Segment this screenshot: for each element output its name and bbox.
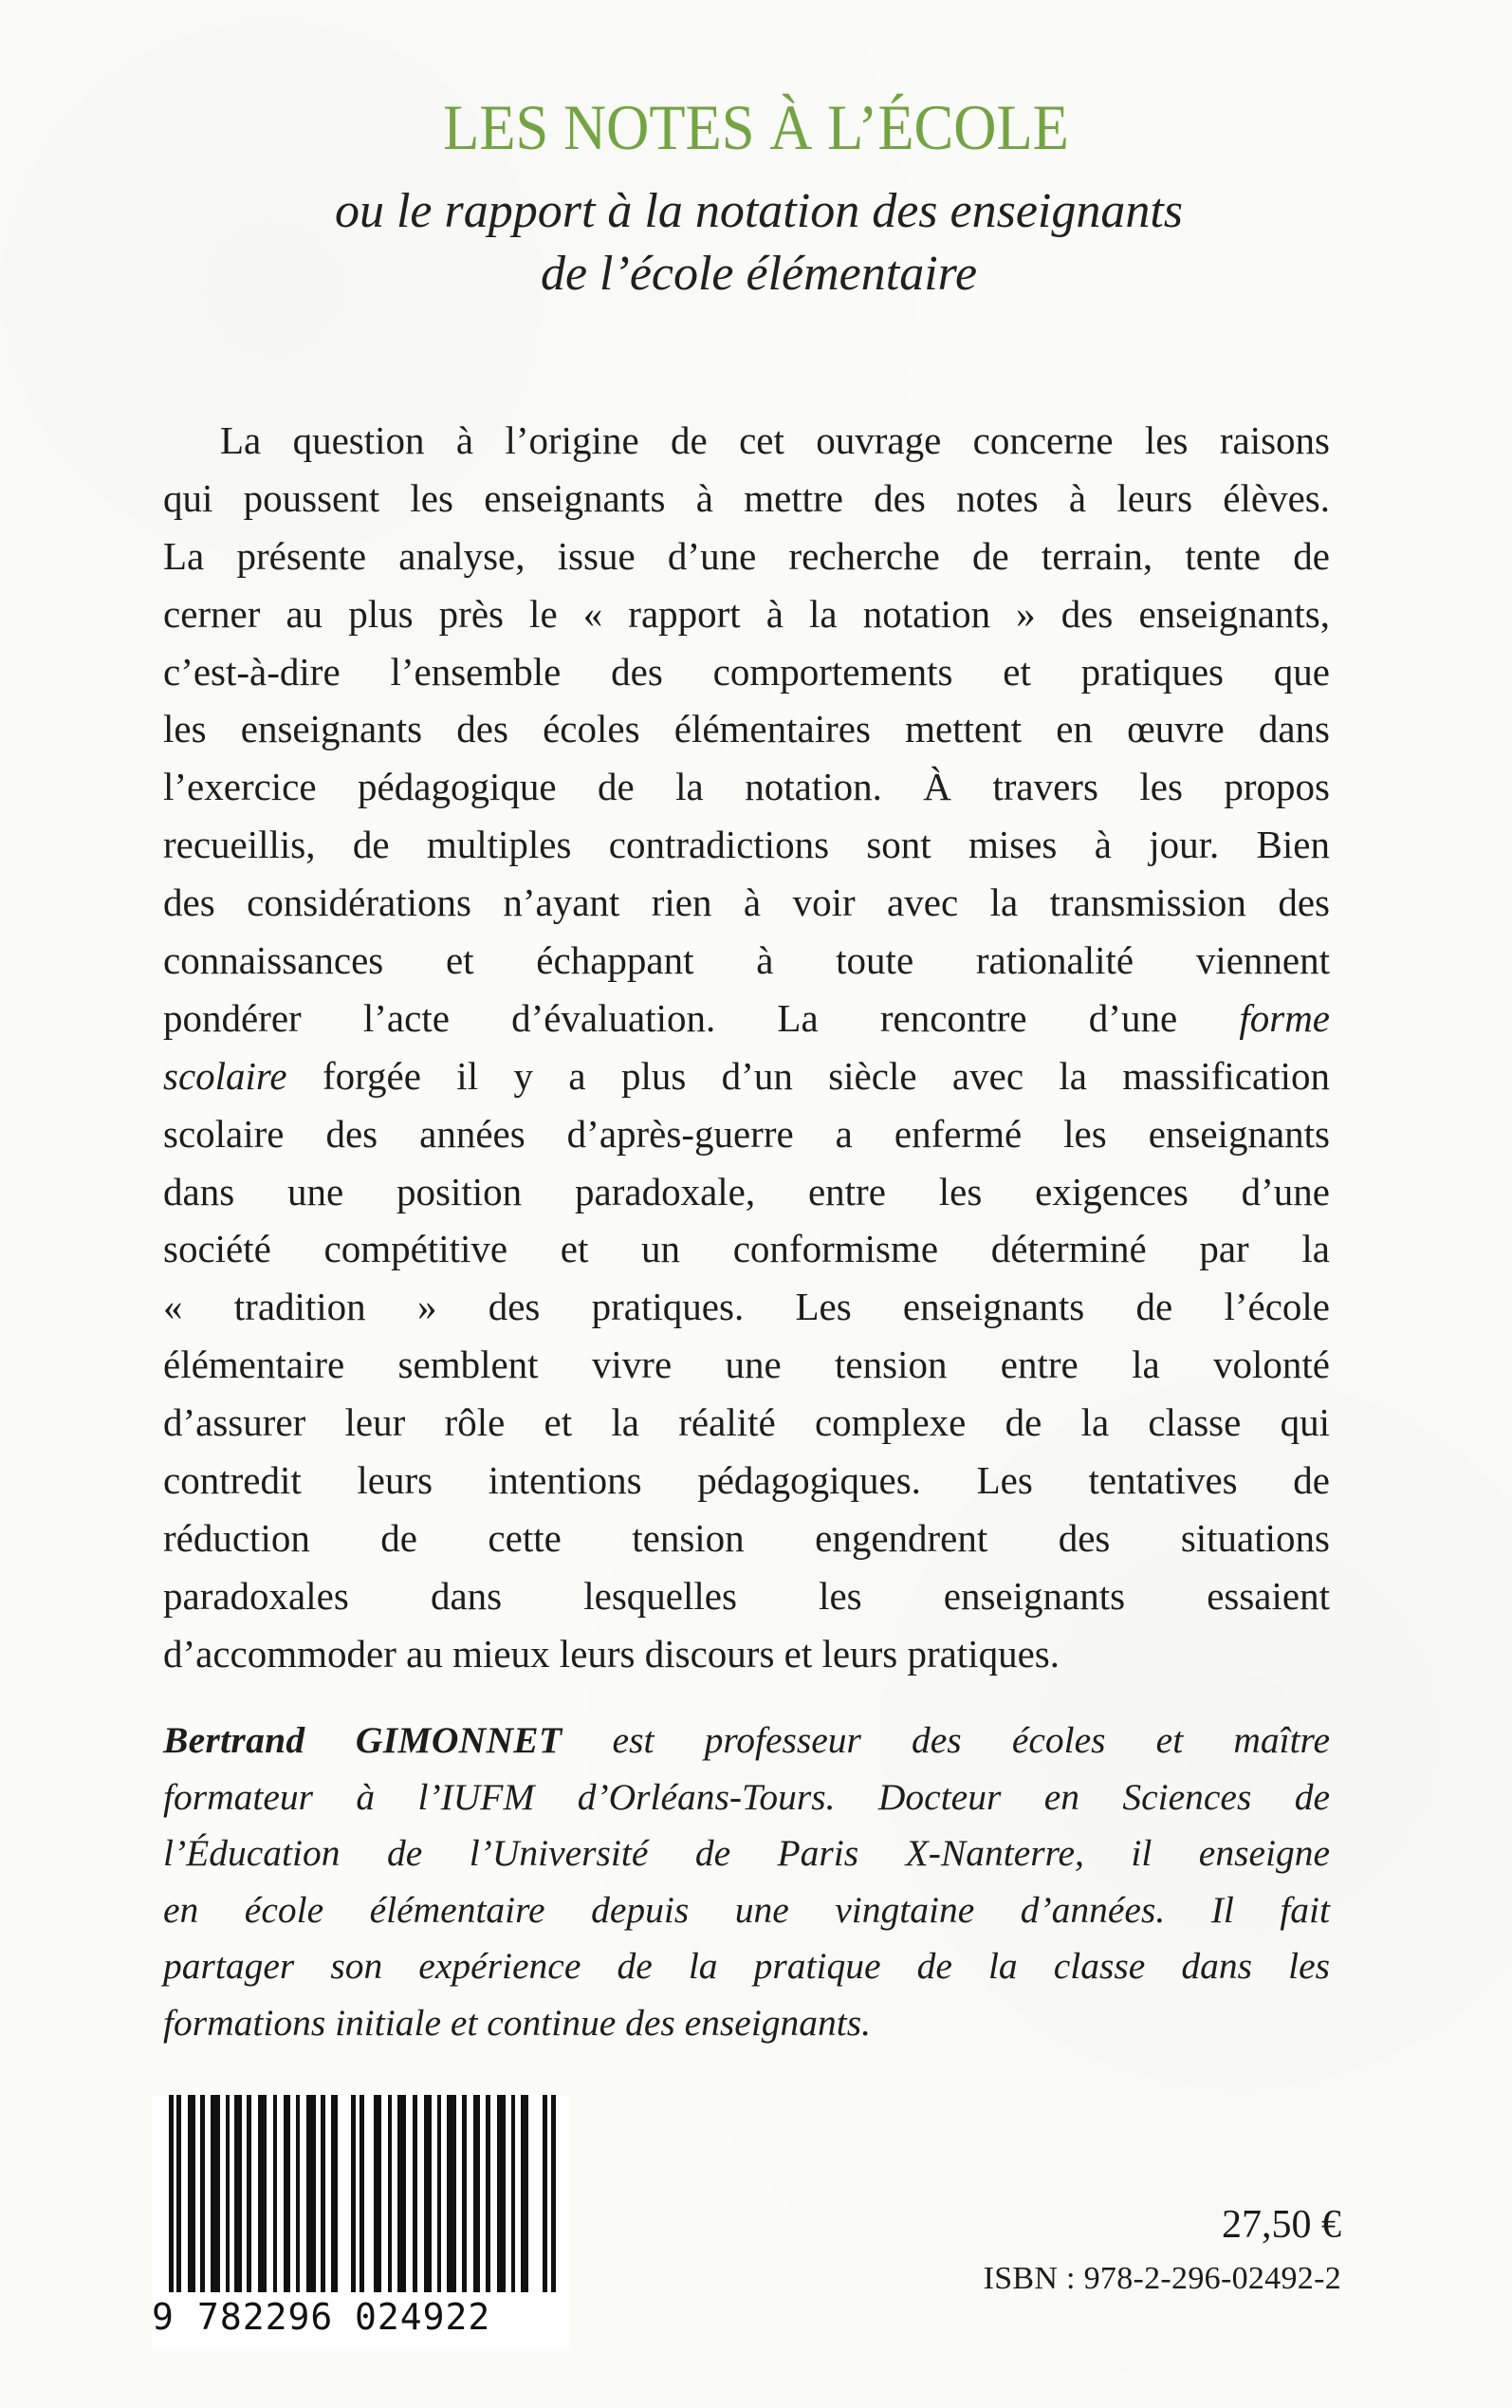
author-bio-line: formateur à l’IUFM d’Orléans-Tours. Docteur en Sciences de (163, 1775, 1330, 1818)
book-price: 27,50 € (1222, 2203, 1341, 2247)
summary-line-with-italic (163, 1047, 1330, 1105)
barcode-bar (211, 2095, 220, 2292)
book-subtitle (313, 180, 1205, 306)
author-bio-line: formations initiale et continue des enseignants. (163, 2001, 872, 2044)
summary-line: paradoxales dans lesquelles les enseignants essaient (163, 1573, 1330, 1618)
barcode-bar (258, 2095, 267, 2292)
barcode-bar (176, 2095, 181, 2292)
barcode-bar (447, 2095, 456, 2292)
book-summary (163, 412, 1330, 1683)
summary-line: d’assurer leur rôle et la réalité complexe de la classe qui (163, 1400, 1330, 1445)
summary-line: élémentaire semblent vivre une tension entre la volonté (163, 1343, 1330, 1387)
summary-italic-term: forme (1239, 995, 1330, 1040)
summary-line: réduction de cette tension engendrent des situations (163, 1515, 1330, 1560)
barcode-bar (321, 2095, 325, 2292)
summary-line: les enseignants des écoles élémentaires mettent en œuvre dans (163, 707, 1330, 751)
summary-line: dans une position paradoxale, entre les exigences d’une (163, 1169, 1330, 1213)
summary-line: société compétitive et un conformisme déterminé par la (163, 1227, 1330, 1271)
barcode-bar (247, 2095, 251, 2292)
barcode-bar (360, 2095, 364, 2292)
summary-line: l’exercice pédagogique de la notation. À travers les propos (163, 765, 1330, 809)
summary-line: contredit leurs intentions pédagogiques. Les tentatives de (163, 1458, 1330, 1503)
book-title: LES NOTES À L’ÉCOLE (443, 91, 1069, 163)
summary-line: cerner au plus près le « rapport à la notation » des enseignants, (163, 591, 1330, 636)
barcode-bar (226, 2095, 230, 2292)
barcode-bar (551, 2095, 556, 2292)
subtitle-line-2: de l’école élémentaire (540, 247, 978, 301)
author-name: Bertrand GIMONNET (163, 1719, 562, 1761)
summary-line: connaissances et échappant à toute rationalité viennent (163, 938, 1330, 983)
barcode-bar (497, 2095, 506, 2292)
barcode-bar (543, 2095, 547, 2292)
author-bio-line: partager son expérience de la pratique de la classe dans les (163, 1945, 1330, 1987)
author-bio-text: est professeur des écoles et maître (562, 1719, 1330, 1761)
summary-line: recueillis, de multiples contradictions sont mises à jour. Bien (163, 823, 1330, 867)
summary-line: des considérations n’ayant rien à voir avec la transmission des (163, 880, 1330, 925)
author-bio-line: en école élémentaire depuis une vingtaine d’années. Il fait (163, 1888, 1330, 1931)
barcode-number (152, 2298, 569, 2336)
barcode-bar (424, 2095, 432, 2292)
author-bio-line (163, 1713, 1330, 1769)
barcode-left-digits: 782296 (197, 2296, 334, 2338)
barcode-bar (437, 2095, 441, 2292)
barcode-first-digit: 9 (152, 2296, 175, 2338)
summary-line: La question à l’origine de cet ouvrage concerne les raisons (220, 418, 1330, 462)
barcode-right-digits: 024922 (355, 2296, 491, 2338)
summary-line: qui poussent les enseignants à mettre des notes à leurs élèves. (163, 475, 1330, 520)
isbn-number: ISBN : 978-2-296-02492-2 (983, 2261, 1341, 2296)
summary-italic-term: scolaire (163, 1053, 287, 1098)
summary-line: « tradition » des pratiques. Les enseignants de l’école (163, 1285, 1330, 1329)
summary-line: c’est-à-dire l’ensemble des comportements et pratiques que (163, 649, 1330, 694)
barcode-bars (169, 2095, 567, 2292)
barcode-bar (351, 2095, 356, 2292)
barcode-bar (273, 2095, 277, 2292)
barcode-bar (306, 2095, 316, 2292)
barcode-bar (462, 2095, 467, 2292)
barcode-bar (374, 2095, 381, 2292)
barcode-bar (473, 2095, 480, 2292)
barcode (152, 2095, 569, 2349)
barcode-bar (388, 2095, 392, 2292)
author-biography (163, 1713, 1330, 2051)
barcode-bar (234, 2095, 242, 2292)
summary-text: forgée il y a plus d’un siècle avec la massification (286, 1053, 1330, 1098)
summary-line: scolaire des années d’après-guerre a enfermé les enseignants (163, 1111, 1330, 1156)
barcode-bar (331, 2095, 338, 2292)
barcode-bar (486, 2095, 490, 2292)
barcode-bar (511, 2095, 515, 2292)
subtitle-line-1: ou le rapport à la notation des enseignants (334, 184, 1184, 238)
barcode-bar (169, 2095, 174, 2292)
summary-line: La présente analyse, issue d’une recherche de terrain, tente de (163, 533, 1330, 578)
summary-line-with-italic (163, 990, 1330, 1047)
summary-line: d’accommoder au mieux leurs discours et leurs pratiques. (163, 1631, 1060, 1676)
author-bio-line: l’Éducation de l’Université de Paris X-Nanterre, il enseigne (163, 1832, 1330, 1874)
barcode-bar (284, 2095, 290, 2292)
summary-text: pondérer l’acte d’évaluation. La rencontre d’une (163, 995, 1240, 1040)
barcode-bar (188, 2095, 195, 2292)
barcode-bar (413, 2095, 417, 2292)
barcode-bar (200, 2095, 205, 2292)
barcode-bar (397, 2095, 406, 2292)
barcode-bar (296, 2095, 300, 2292)
barcode-bar (521, 2095, 528, 2292)
